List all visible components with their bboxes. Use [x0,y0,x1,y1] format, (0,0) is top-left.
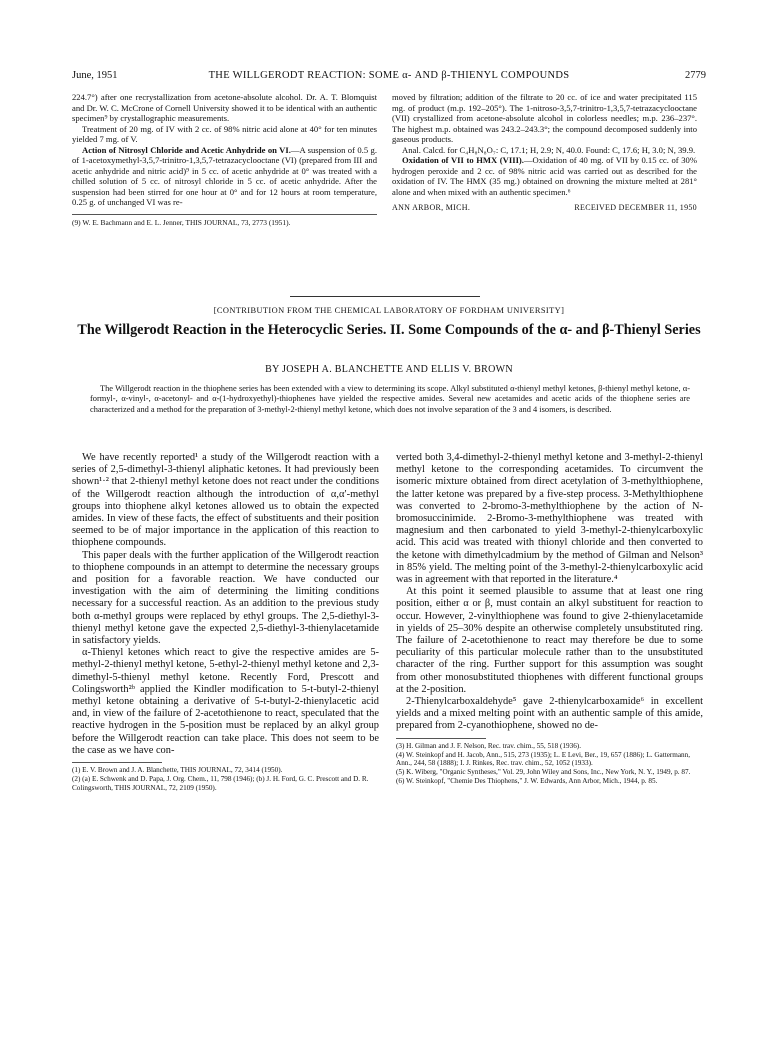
contribution-line: [CONTRIBUTION FROM THE CHEMICAL LABORATORY OF FORDHAM UNIVERSITY] [213,306,565,315]
abstract-text: The Willgerodt reaction in the thiophene series has been extended with a view to determining its scope. Alkyl substituted α-thienyl methyl ketones, β-thienyl methyl ketone, α-formyl-, α-vinyl-, α-acetonyl- and α-(1-hydroxyethyl)-thiophenes have yielded the respective amides. Several new acetamides and acetic acids of the thiophene series are characterized and a method for the preparation of 3-methyl-2-thienyl methyl ketone, which does not involve separation of the 3 and 4 isomers, is described. [90,384,690,414]
location: ANN ARBOR, MICH. [392,203,471,212]
paragraph: α-Thienyl ketones which react to give the respective amides are 5-methyl-2-thienyl methyl ketone, 5-ethyl-2-thienyl methyl ketone and 2,3-dimethyl-5-thienyl methyl ketone. Recently Ford, Prescott and Colingsworth²ᵇ applied the Kindler modification to 5-t-butyl-2-thienyl methyl ketone obtaining a derivative of 5-t-butyl-2-thienylacetic acid and, in view of the failure of 2-acetothienone to react, speculated that the reactive hydrogen in the 5-position must be replaced by an alkyl group before the Willgerodt reaction can take place. This does not seem to be the case as we have con- [72,647,379,756]
abstract [90,384,690,415]
footnote: (9) W. E. Bachmann and E. L. Jenner, THIS JOURNAL, 73, 2773 (1951). [72,214,377,227]
footnote: (4) W. Steinkopf and H. Jacob, Ann., 515, 273 (1935); L. E Levi, Ber., 19, 657 (1886); L. Gattermann, Ann., 244, 58 (1888); I. J. Rinkes, Rec. trav. chim., 52, 1052 (1933). [396,750,691,768]
section-heading: Action of Nitrosyl Chloride and Acetic Anhydride on VI. [82,144,291,155]
body-right-column [396,452,703,786]
article-body [72,452,706,1042]
footnote: (3) H. Gilman and J. F. Nelson, Rec. trav. chim., 55, 518 (1936). [396,741,582,750]
paragraph-text: —A suspension of 0.5 g. of 1-acetoxymethyl-3,5,7-trinitro-1,3,5,7-tetrazacyclooctane (VI) (prepared from III and acetic anhydride and nitric acid)⁹ in 5 cc. of acetic anhydride at 0° was treated with a chilled solution of 5 cc. of nitrosyl chloride in 5 cc. of acetic anhydride. After the suspension had been stirred for one hour at 0° and for 12 hours at room temperature, 0.25 g. of unchanged VI was re- [72,144,377,207]
footnote-rule [396,738,486,739]
header-running-title: THE WILLGERODT REACTION: SOME α- AND β-THIENYL COMPOUNDS [208,70,570,81]
article-authors: BY JOSEPH A. BLANCHETTE AND ELLIS V. BROWN [265,364,513,375]
received-line [392,203,697,214]
paragraph-text: —Oxidation of 40 mg. of VII by 0.15 cc. of 30% hydrogen peroxide and 2 cc. of 98% nitric acid was carried out as described for the oxidation of IV. The HMX (35 mg.) obtained on drowning the mixture melted at 281° alone and when mixed with an authentic specimen.⁶ [392,155,698,197]
top-right-column [392,92,697,214]
section-heading: Oxidation of VII to HMX (VIII). [402,155,524,165]
body-left-column [72,452,379,793]
footnote: (2) (a) E. Schwenk and D. Papa, J. Org. Chem., 11, 798 (1946); (b) J. H. Ford, G. C. Prescott and D. R. Colingsworth, THIS JOURNAL, 72, 2109 (1950). [72,774,369,792]
paragraph: Treatment of 20 mg. of IV with 2 cc. of 98% nitric acid alone at 40° for ten minutes yielded 7 mg. of V. [72,123,377,144]
paragraph: verted both 3,4-dimethyl-2-thienyl methyl ketone and 3-methyl-2-thienyl methyl ketone to the corresponding acetamides. To circumvent the isomeric mixture obtained from direct acetylation of 3-methylthiophene, the latter ketone was prepared by a five-step process. 3-Methylthiophene was converted to 2-bromo-3-methylthiophene by the action of N-bromosuccinimide. 2-Bromo-3-methylthiophene was treated with magnesium and then carbonated to yield 3-methyl-2-thienylcarboxylic acid. This acid was treated with thionyl chloride and then converted to the ketone with dimethylcadmium by the method of Gilman and Nelson³ in 85% yield. The melting point of the 3-methyl-2-thienylcarboxylic acid was in agreement with that reported in the literature.⁴ [396,452,703,586]
paragraph [392,155,697,197]
paragraph: At this point it seemed plausible to assume that at least one ring position, either α or β, must contain an alkyl substituent for reaction to occur. However, 2-vinylthiophene was found to give 2-thienylacetamide in yields of 25–30% despite an otherwise completely unsubstituted ring. The failure of 2-acetothienone to react may therefore be due to some peculiarity of this particular molecule rather than to the unsubstituted character of the ring. Further support for this assumption was sought from other monosubstituted thiophenes with different functional groups at the 2-position. [396,586,703,695]
received-date: RECEIVED DECEMBER 11, 1950 [574,203,697,212]
previous-article-tail [72,92,706,302]
paragraph: moved by filtration; addition of the filtrate to 20 cc. of ice and water precipitated 115 mg. of product (m.p. 192–205°). The 1-nitroso-3,5,7-trinitro-1,3,5,7-tetrazacyclooctane (VII) crystallized from acetone-absolute alcohol in colorless needles; m.p. 236–237°. The highest m.p. obtained was 243.2–243.3°; the compound decomposed suddenly into gaseous products. [392,92,697,144]
paragraph: This paper deals with the further application of the Willgerodt reaction to thiophene compounds in an attempt to determine the necessary groups and position for a favorable reaction. We have conducted our investigation with the aim of determining the limiting conditions necessary for a successful reaction. As an addition to the previous study both α-methyl groups were replaced by ethyl groups. The 2,5-diethyl-3-thienyl methyl ketone gave the expected 2,5-diethyl-3-thienylacetamide in satisfactory yields. [72,549,379,647]
footnote: (5) K. Wiberg, "Organic Syntheses," Vol. 29, John Wiley and Sons, Inc., New York, N. Y., 1949, p. 87. [396,768,691,777]
top-left-column [72,92,377,227]
paragraph: 224.7°) after one recrystallization from acetone-absolute alcohol. Dr. A. T. Blomquist and Dr. W. C. McCrone of Cornell University showed it to be identical with an authentic specimen⁹ by crystallographic measurements. [72,92,377,123]
header-date: June, 1951 [72,70,118,81]
article-title: The Willgerodt Reaction in the Heterocyclic Series. II. Some Compounds of the α- and β-Thienyl Series [77,322,701,338]
footnote: (1) E. V. Brown and J. A. Blanchette, THIS JOURNAL, 72, 3414 (1950). [72,766,283,775]
header-page-number: 2779 [685,70,706,81]
paragraph: We have recently reported¹ a study of the Willgerodt reaction with a series of 2,5-dimethyl-3-thienyl aliphatic ketones. It had previously been shown¹·² that 2-thienyl methyl ketone does not react under the conditions of the Willgerodt reaction although the introduction of α,α′-methyl groups into thiophene alkyl ketones allowed us to obtain the expected amides. In view of these facts, the effect of substituents and their position seemed to be of major importance in the application of this reaction to thiophene compounds. [72,452,379,549]
paragraph [72,145,377,208]
analysis-paragraph: Anal. Calcd. for C₄H₈N₈O₇: C, 17.1; H, 2.9; N, 40.0. Found: C, 17.6; H, 3.0; N, 39.9. [402,144,696,155]
article-divider [290,296,480,297]
paragraph: 2-Thienylcarboxaldehyde⁵ gave 2-thienylcarboxamide⁶ in excellent yields and a mixed melting point with an authentic sample of this amide, prepared from 2-cyanothiophene, showed no de- [396,696,703,732]
footnote-rule [72,762,162,763]
footnote: (6) W. Steinkopf, "Chemie Des Thiophens," J. W. Edwards, Ann Arbor, Mich., 1944, p. 85. [396,777,658,786]
